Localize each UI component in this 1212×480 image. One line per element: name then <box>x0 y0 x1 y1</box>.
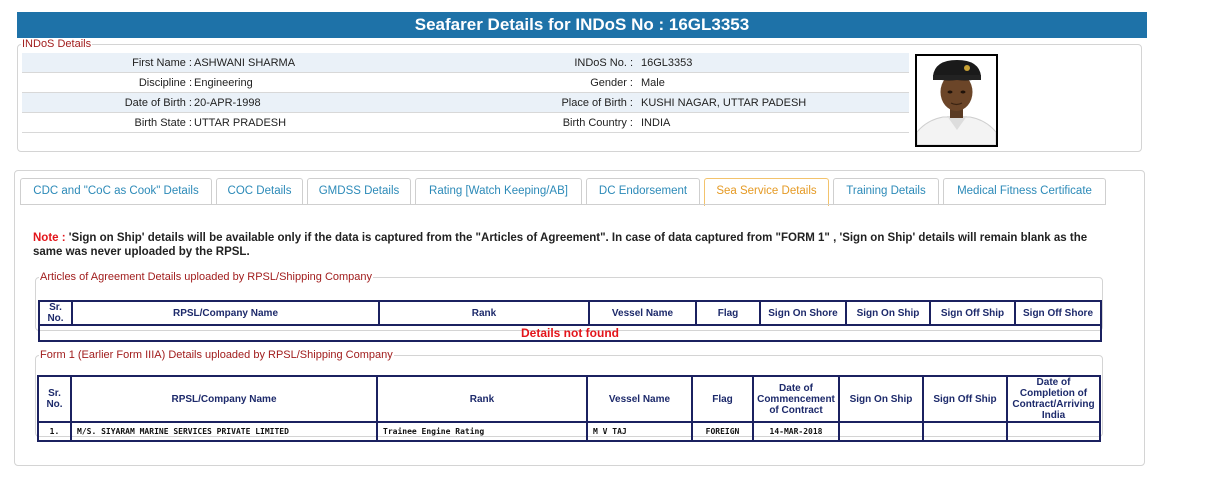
col-company-name: RPSL/Company Name <box>71 376 377 422</box>
col-vessel-name: Vessel Name <box>589 301 696 325</box>
note-body: 'Sign on Ship' details will be available only if the data is captured from the "Articles of Agreement". In case of data captured from "FORM 1" , 'Sign on Ship' details will remain blank as the same was never uploaded by the RPSL. <box>33 232 1088 258</box>
col-sign-on-shore: Sign On Shore <box>760 301 846 325</box>
cell-vessel-name: M V TAJ <box>587 422 692 441</box>
tab-medical-fitness[interactable]: Medical Fitness Certificate <box>943 178 1106 205</box>
col-sign-off-shore: Sign Off Shore <box>1015 301 1101 325</box>
articles-header-row <box>39 301 1101 325</box>
indos-no-value: 16GL3353 <box>641 57 693 69</box>
birth-country-label: Birth Country : <box>562 117 633 129</box>
tab-gmdss-details[interactable]: GMDSS Details <box>307 178 411 205</box>
birth-country-value: INDIA <box>641 117 671 129</box>
gender-value: Male <box>641 77 665 89</box>
person-photo-icon <box>917 56 996 145</box>
tab-sea-service-details[interactable]: Sea Service Details <box>704 178 829 206</box>
first-name-value: ASHWANI SHARMA <box>194 57 296 69</box>
articles-table <box>38 300 1102 342</box>
col-date-of-commencement: Date of Commencement of Contract <box>753 376 839 422</box>
col-sign-off-ship: Sign Off Ship <box>923 376 1007 422</box>
col-sign-on-ship: Sign On Ship <box>846 301 930 325</box>
col-sr-no: Sr. No. <box>39 301 72 325</box>
note-key: Note : <box>33 232 66 244</box>
col-company-name: RPSL/Company Name <box>72 301 379 325</box>
col-rank: Rank <box>377 376 587 422</box>
discipline-label: Discipline : <box>138 77 192 89</box>
form1-section <box>35 349 1103 437</box>
indos-no-label: INDoS No. : <box>574 57 633 69</box>
col-date-of-completion: Date of Completion of Contract/Arriving India <box>1007 376 1100 422</box>
tab-dc-endorsement[interactable]: DC Endorsement <box>586 178 700 205</box>
form1-legend: Form 1 (Earlier Form IIIA) Details uploaded by RPSL/Shipping Company <box>40 349 393 361</box>
seafarer-photo <box>915 54 998 147</box>
cell-date-of-commencement: 14-MAR-2018 <box>753 422 839 441</box>
tab-coc-details[interactable]: COC Details <box>216 178 303 205</box>
col-vessel-name: Vessel Name <box>587 376 692 422</box>
detail-row-date-of-birth <box>22 93 909 113</box>
cell-company-name: M/S. SIYARAM MARINE SERVICES PRIVATE LIMITED <box>71 422 377 441</box>
indos-details-legend: INDoS Details <box>22 38 92 50</box>
form1-header-row <box>38 376 1100 422</box>
page-title: Seafarer Details for INDoS No : 16GL3353 <box>17 12 1147 38</box>
cell-sr-no: 1. <box>38 422 71 441</box>
col-sr-no: Sr. No. <box>38 376 71 422</box>
cell-sign-on-ship <box>839 422 923 441</box>
table-row <box>38 422 1100 441</box>
tab-cdc-coc-cook[interactable]: CDC and "CoC as Cook" Details <box>20 178 212 205</box>
discipline-value: Engineering <box>194 77 253 89</box>
detail-row-birth-state <box>22 113 909 133</box>
articles-legend: Articles of Agreement Details uploaded by RPSL/Shipping Company <box>40 271 373 283</box>
detail-row-discipline <box>22 73 909 93</box>
cell-flag: FOREIGN <box>692 422 753 441</box>
col-sign-off-ship: Sign Off Ship <box>930 301 1015 325</box>
tab-divider <box>20 204 1106 205</box>
dob-value: 20-APR-1998 <box>194 97 261 109</box>
details-not-found: Details not found <box>39 325 1101 341</box>
birth-state-value: UTTAR PRADESH <box>194 117 287 129</box>
tab-rating-watch-keeping[interactable]: Rating [Watch Keeping/AB] <box>415 178 582 205</box>
cell-rank: Trainee Engine Rating <box>377 422 587 441</box>
tab-training-details[interactable]: Training Details <box>833 178 939 205</box>
gender-label: Gender : <box>590 77 633 89</box>
note-text <box>33 231 1093 259</box>
dob-label: Date of Birth : <box>124 97 192 109</box>
cell-date-of-completion <box>1007 422 1100 441</box>
col-flag: Flag <box>696 301 760 325</box>
place-of-birth-label: Place of Birth : <box>561 97 633 109</box>
place-of-birth-value: KUSHI NAGAR, UTTAR PADESH <box>641 97 807 109</box>
col-rank: Rank <box>379 301 589 325</box>
col-sign-on-ship: Sign On Ship <box>839 376 923 422</box>
detail-row-first-name <box>22 53 909 73</box>
articles-section <box>35 271 1103 340</box>
col-flag: Flag <box>692 376 753 422</box>
form1-table <box>37 375 1101 442</box>
table-row <box>39 325 1101 341</box>
cell-sign-off-ship <box>923 422 1007 441</box>
first-name-label: First Name : <box>132 57 192 69</box>
birth-state-label: Birth State : <box>134 117 192 129</box>
